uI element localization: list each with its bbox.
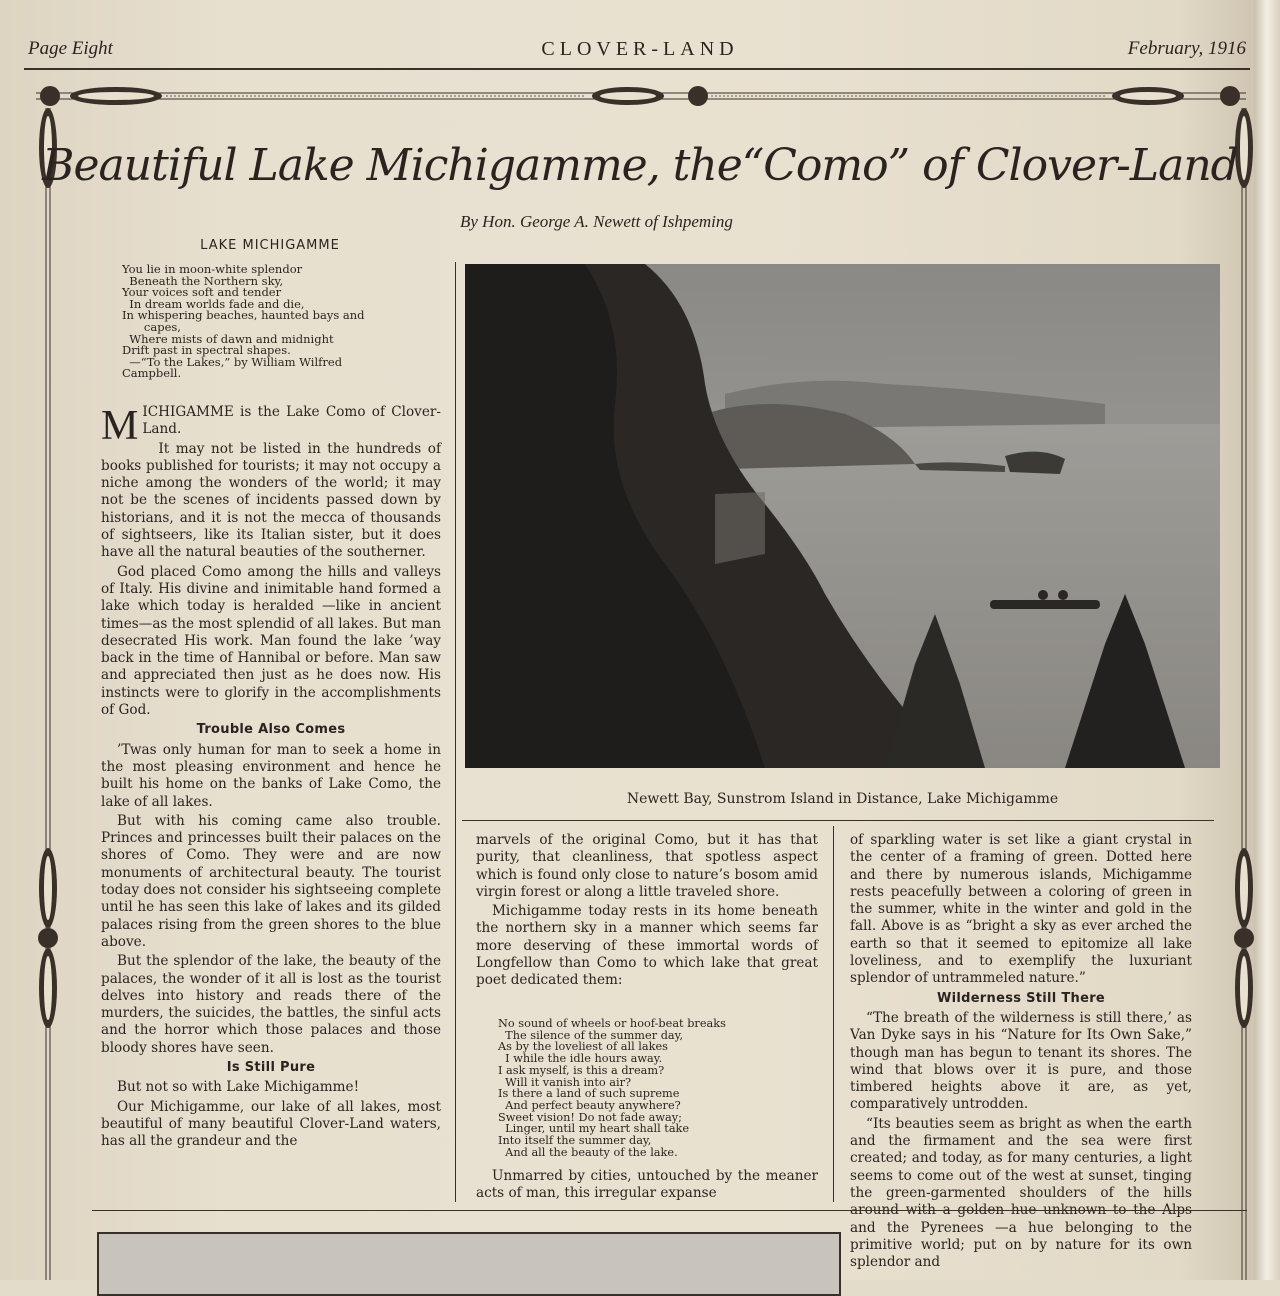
poem-line: Your voices soft and tender [122,285,282,300]
poem-line: And all the beauty of the lake. [498,1145,678,1159]
paragraph: ’Twas only human for man to seek a home in the most pleasing environment and hence he built his home on the banks of Lake Como, the lake of all lakes. [101,741,441,810]
poem-line: Is there a land of such supreme [498,1087,680,1101]
poem-line: Drift past in spectral shapes. [122,343,291,358]
ornament-border-right [1232,108,1256,1280]
poem-line: The silence of the summer day, [498,1028,684,1042]
column-divider [833,826,834,1202]
poem-line: As by the loveliest of all lakes [498,1040,668,1054]
header-rule [24,68,1250,70]
paragraph: Michigamme today rests in its home beneath the northern sky in a manner which seems far more deserving of these immortal words of Longfellow than Como to which lake that great poet dedicated them: [476,903,818,989]
paragraph: of sparkling water is set like a giant crystal in the center of a framing of green. Dotted here and there by numerous islands, Michigamme rests peacefully between a coloring of green in the summer, white in the winter and gold in the fall. Above is as “bright a sky as ever arched the earth so that it seemed to epitomize all lake loveliness, and to exemplify the luxuriant splendor of untrammeled nature.” [850,832,1192,987]
poem-line: Where mists of dawn and midnight [122,331,334,346]
poem-title: LAKE MICHIGAMME [200,238,340,253]
article-title: Beautiful Lake Michigamme, the“Como” of Clover-Land [42,140,1238,191]
epigraph-poem [122,264,365,380]
bottom-photograph [97,1232,841,1296]
magazine-name: CLOVER-LAND [541,38,739,60]
poem-line: capes, [122,319,181,334]
paragraph: Unmarred by cities, untouched by the meaner acts of man, this irregular expanse [476,1168,818,1202]
poem-line: And perfect beauty anywhere? [498,1098,681,1112]
poem-line: No sound of wheels or hoof-beat breaks [498,1017,726,1030]
longfellow-poem [498,1018,726,1158]
poem-line: I ask myself, is this a dream? [498,1063,665,1077]
poem-line: Into itself the summer day, [498,1134,652,1148]
poem-line: I while the idle hours away. [498,1052,663,1066]
poem-line: Linger, until my heart shall take [498,1122,690,1136]
subheading: Trouble Also Comes [196,722,346,738]
poem-line: Will it vanish into air? [498,1075,632,1089]
paragraph: “The breath of the wilderness is still there,’ as Van Dyke says in his “Nature for Its Own Sake,” though man has begun to tenant its shores. The wind that blows over it is pure, and those timbered heights above it are, as yet, comparatively untrodden. [850,1009,1192,1113]
issue-date: February, 1916 [1127,38,1246,59]
ornament-border-left [36,108,60,1280]
paragraph: MICHIGAMME is the Lake Como of Clover-Land. [101,403,441,449]
poem-line: In whispering beaches, haunted bays and [122,308,365,323]
column-1 [101,404,441,1152]
paragraph: marvels of the original Como, but it has that purity, that cleanliness, that spotless aspect which is found only close to nature’s bosom amid virgin forest or along a little traveled shore. [476,832,818,900]
paragraph: But with his coming came also trouble. Princes and princesses built their palaces on the shores of Como. They were and are now monuments of architectural beauty. The tourist today does not consider his sightseeing complete until he has seen this lake of lakes and its gilded palaces rising from the green shores to the blue above. [101,812,441,950]
subheading: Is Still Pure [226,1059,316,1075]
paragraph: But not so with Lake Michigamme! [117,1079,360,1096]
column-divider [455,262,456,1202]
drop-cap: M [101,403,139,449]
poem-line: Sweet vision! Do not fade away; [498,1110,682,1124]
column-2 [476,832,818,992]
ornament-border-top [36,84,1246,108]
photo-caption: Newett Bay, Sunstrom Island in Distance, Lake Michigamme [626,791,1059,807]
paragraph: Our Michigamme, our lake of all lakes, most beautiful of many beautiful Clover-Land waters, has all the grandeur and the [101,1098,441,1150]
poem-line: —“To the Lakes,” by William Wilfred [122,354,343,369]
poem-line: Campbell. [122,366,182,381]
column-2-continued [476,1168,818,1205]
column-3 [850,832,1192,1273]
poem-line: In dream worlds fade and die, [122,296,305,311]
paragraph: “Its beauties seem as bright as when the earth and the firmament and the sea were first created; and today, as for many centuries, a light seems to come out of the west at sunset, tinging the green-garmented shoulders of the hills around with a golden hue unknown to the Alps and the Pyrenees —a hue belonging to the primitive world; put on by nature for its own splendor and [850,1115,1192,1271]
page-label: Page Eight [28,38,113,59]
poem-line: You lie in moon-white splendor [122,262,303,276]
paragraph: God placed Como among the hills and valleys of Italy. His divine and inimitable hand formed a lake which today is heralded —like in ancient times—as the most splendid of all lakes. But man desecrated His work. Man found the lake ’way back in the time of Hannibal or before. Man saw and appreciated then just as he does now. His instincts were to glorify in the accomplishments of God. [101,563,441,719]
paragraph: But the splendor of the lake, the beauty of the palaces, the wonder of it all is lost as the tourist delves into history and reads there of the murders, the suicides, the battles, the sinful acts and the horror which those palaces and those bloody shores have seen. [101,953,441,1056]
article-byline: By Hon. George A. Newett of Ishpeming [460,212,733,231]
lake-photograph [465,264,1220,768]
page-edge [1254,0,1280,1280]
poem-line: Beneath the Northern sky, [122,273,284,288]
subheading: Wilderness Still There [936,990,1106,1006]
caption-rule [462,820,1214,821]
paragraph: It may not be listed in the hundreds of books published for tourists; it may not occupy a niche among the wonders of the world; it may not be the scenes of incidents passed down by historians, and it is not the mecca of thousands of sightseers, like its Italian sister, but it does have all the natural beauties of the southerner. [101,440,441,561]
